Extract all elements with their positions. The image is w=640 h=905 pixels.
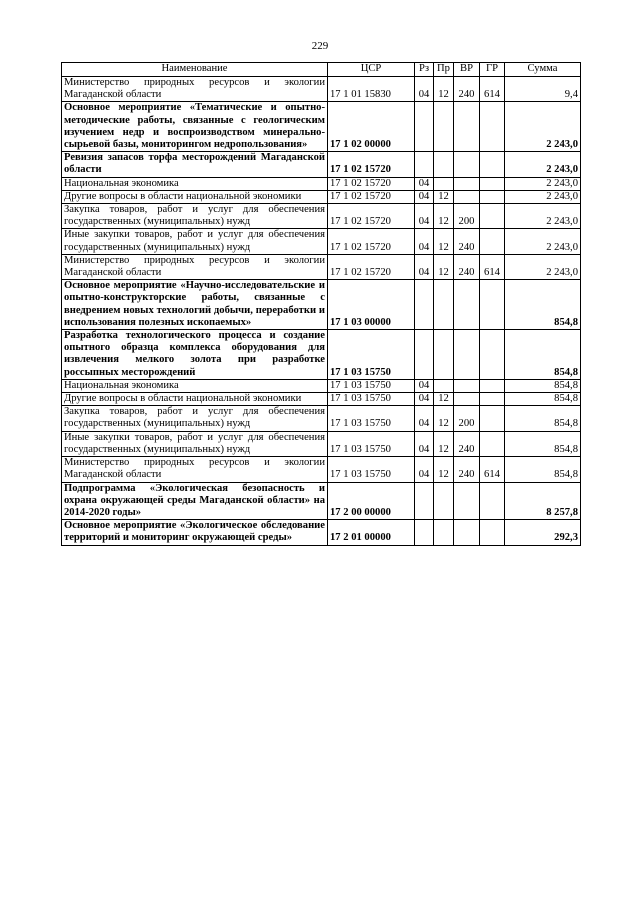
cell-csr: 17 1 03 15750 — [328, 379, 415, 392]
cell-vr — [454, 177, 480, 190]
cell-gr — [480, 520, 505, 545]
cell-sum: 2 243,0 — [505, 190, 581, 203]
table-row — [62, 190, 581, 203]
cell-rz: 04 — [415, 393, 434, 406]
cell-sum: 854,8 — [505, 431, 581, 456]
cell-vr — [454, 280, 480, 330]
table-row — [62, 431, 581, 456]
cell-name: Основное мероприятие «Экологическое обследование территорий и мониторинг окружающей среды» — [62, 520, 328, 545]
cell-vr: 240 — [454, 254, 480, 279]
cell-gr — [480, 393, 505, 406]
cell-name: Разработка технологического процесса и создание опытного образца комплекса оборудования для извлечения мелкого золота при разработке россыпных месторождений — [62, 330, 328, 380]
cell-csr: 17 2 01 00000 — [328, 520, 415, 545]
table-row — [62, 330, 581, 380]
header-gr: ГР — [480, 63, 505, 77]
cell-name: Основное мероприятие «Тематические и опытно-методические работы, связанные с геологическим изучением недр и воспроизводством минерально-сырьевой базы, мониторингом недропользования» — [62, 102, 328, 152]
cell-rz: 04 — [415, 177, 434, 190]
cell-pr — [434, 482, 454, 520]
cell-pr — [434, 152, 454, 177]
cell-pr — [434, 520, 454, 545]
budget-table — [61, 62, 581, 546]
cell-name: Ревизия запасов торфа месторождений Магаданской области — [62, 152, 328, 177]
cell-name: Закупка товаров, работ и услуг для обеспечения государственных (муниципальных) нужд — [62, 204, 328, 229]
table-row — [62, 152, 581, 177]
cell-sum: 2 243,0 — [505, 152, 581, 177]
cell-name: Иные закупки товаров, работ и услуг для обеспечения государственных (муниципальных) нужд — [62, 229, 328, 254]
cell-vr — [454, 393, 480, 406]
cell-pr: 12 — [434, 190, 454, 203]
cell-pr — [434, 280, 454, 330]
cell-rz: 04 — [415, 379, 434, 392]
cell-csr: 17 1 02 15720 — [328, 190, 415, 203]
cell-vr: 240 — [454, 229, 480, 254]
cell-csr: 17 1 02 15720 — [328, 254, 415, 279]
header-rz: Рз — [415, 63, 434, 77]
table-row — [62, 229, 581, 254]
cell-rz — [415, 280, 434, 330]
cell-sum: 2 243,0 — [505, 204, 581, 229]
cell-gr: 614 — [480, 254, 505, 279]
table-header-row — [62, 63, 581, 77]
cell-rz: 04 — [415, 457, 434, 482]
header-pr: Пр — [434, 63, 454, 77]
cell-pr: 12 — [434, 393, 454, 406]
cell-pr: 12 — [434, 431, 454, 456]
cell-gr: 614 — [480, 457, 505, 482]
cell-pr: 12 — [434, 406, 454, 431]
cell-name: Другие вопросы в области национальной экономики — [62, 190, 328, 203]
cell-csr: 17 1 02 15720 — [328, 229, 415, 254]
cell-vr — [454, 190, 480, 203]
header-sum: Сумма — [505, 63, 581, 77]
cell-csr: 17 1 03 15750 — [328, 393, 415, 406]
cell-pr — [434, 379, 454, 392]
table-row — [62, 177, 581, 190]
cell-gr — [480, 229, 505, 254]
cell-pr: 12 — [434, 229, 454, 254]
cell-rz: 04 — [415, 254, 434, 279]
cell-sum: 854,8 — [505, 457, 581, 482]
cell-gr — [480, 431, 505, 456]
cell-vr: 200 — [454, 406, 480, 431]
cell-gr — [480, 482, 505, 520]
cell-vr — [454, 102, 480, 152]
cell-vr — [454, 482, 480, 520]
cell-name: Иные закупки товаров, работ и услуг для обеспечения государственных (муниципальных) нужд — [62, 431, 328, 456]
cell-csr: 17 1 03 00000 — [328, 280, 415, 330]
table-row — [62, 520, 581, 545]
cell-rz: 04 — [415, 77, 434, 102]
cell-vr: 200 — [454, 204, 480, 229]
cell-sum: 854,8 — [505, 406, 581, 431]
cell-vr: 240 — [454, 431, 480, 456]
table-row — [62, 457, 581, 482]
cell-pr: 12 — [434, 77, 454, 102]
cell-vr: 240 — [454, 77, 480, 102]
cell-gr: 614 — [480, 77, 505, 102]
cell-rz — [415, 102, 434, 152]
cell-csr: 17 1 03 15750 — [328, 406, 415, 431]
cell-gr — [480, 190, 505, 203]
cell-csr: 17 1 03 15750 — [328, 457, 415, 482]
header-vr: ВР — [454, 63, 480, 77]
table-row — [62, 254, 581, 279]
cell-sum: 2 243,0 — [505, 102, 581, 152]
cell-csr: 17 2 00 00000 — [328, 482, 415, 520]
cell-sum: 9,4 — [505, 77, 581, 102]
cell-sum: 2 243,0 — [505, 229, 581, 254]
cell-name: Министерство природных ресурсов и экологии Магаданской области — [62, 457, 328, 482]
cell-csr: 17 1 02 15720 — [328, 152, 415, 177]
cell-vr — [454, 152, 480, 177]
cell-gr — [480, 406, 505, 431]
page-number: 229 — [311, 40, 329, 52]
cell-vr: 240 — [454, 457, 480, 482]
cell-name: Национальная экономика — [62, 177, 328, 190]
cell-gr — [480, 102, 505, 152]
header-csr: ЦСР — [328, 63, 415, 77]
cell-name: Министерство природных ресурсов и экологии Магаданской области — [62, 254, 328, 279]
table-row — [62, 406, 581, 431]
cell-gr — [480, 177, 505, 190]
cell-name: Национальная экономика — [62, 379, 328, 392]
cell-rz — [415, 520, 434, 545]
cell-pr — [434, 330, 454, 380]
cell-name: Министерство природных ресурсов и экологии Магаданской области — [62, 77, 328, 102]
cell-vr — [454, 379, 480, 392]
table-row — [62, 102, 581, 152]
cell-sum: 854,8 — [505, 379, 581, 392]
cell-gr — [480, 204, 505, 229]
cell-gr — [480, 280, 505, 330]
table-row — [62, 393, 581, 406]
cell-sum: 2 243,0 — [505, 254, 581, 279]
cell-rz — [415, 330, 434, 380]
cell-vr — [454, 330, 480, 380]
cell-rz: 04 — [415, 204, 434, 229]
cell-name: Основное мероприятие «Научно-исследовательские и опытно-конструкторские работы, связанные с внедрением новых технологий добычи, переработки и использования полезных ископаемых» — [62, 280, 328, 330]
cell-pr — [434, 177, 454, 190]
cell-csr: 17 1 02 15720 — [328, 204, 415, 229]
cell-rz: 04 — [415, 190, 434, 203]
table-row — [62, 379, 581, 392]
cell-pr — [434, 102, 454, 152]
cell-name: Закупка товаров, работ и услуг для обеспечения государственных (муниципальных) нужд — [62, 406, 328, 431]
cell-csr: 17 1 02 15720 — [328, 177, 415, 190]
cell-rz: 04 — [415, 406, 434, 431]
cell-name: Другие вопросы в области национальной экономики — [62, 393, 328, 406]
cell-rz: 04 — [415, 229, 434, 254]
cell-csr: 17 1 03 15750 — [328, 431, 415, 456]
cell-rz: 04 — [415, 431, 434, 456]
cell-gr — [480, 152, 505, 177]
cell-pr: 12 — [434, 254, 454, 279]
cell-pr: 12 — [434, 204, 454, 229]
cell-csr: 17 1 01 15830 — [328, 77, 415, 102]
table-row — [62, 280, 581, 330]
table-row — [62, 482, 581, 520]
cell-sum: 2 243,0 — [505, 177, 581, 190]
cell-gr — [480, 379, 505, 392]
cell-rz — [415, 482, 434, 520]
cell-sum: 854,8 — [505, 330, 581, 380]
cell-vr — [454, 520, 480, 545]
cell-csr: 17 1 03 15750 — [328, 330, 415, 380]
cell-sum: 292,3 — [505, 520, 581, 545]
cell-csr: 17 1 02 00000 — [328, 102, 415, 152]
cell-rz — [415, 152, 434, 177]
cell-sum: 854,8 — [505, 280, 581, 330]
table-row — [62, 204, 581, 229]
cell-gr — [480, 330, 505, 380]
cell-sum: 854,8 — [505, 393, 581, 406]
cell-name: Подпрограмма «Экологическая безопасность и охрана окружающей среды Магаданской области» на 2014-2020 годы» — [62, 482, 328, 520]
table-row — [62, 77, 581, 102]
header-name: Наименование — [62, 63, 328, 77]
cell-pr: 12 — [434, 457, 454, 482]
cell-sum: 8 257,8 — [505, 482, 581, 520]
